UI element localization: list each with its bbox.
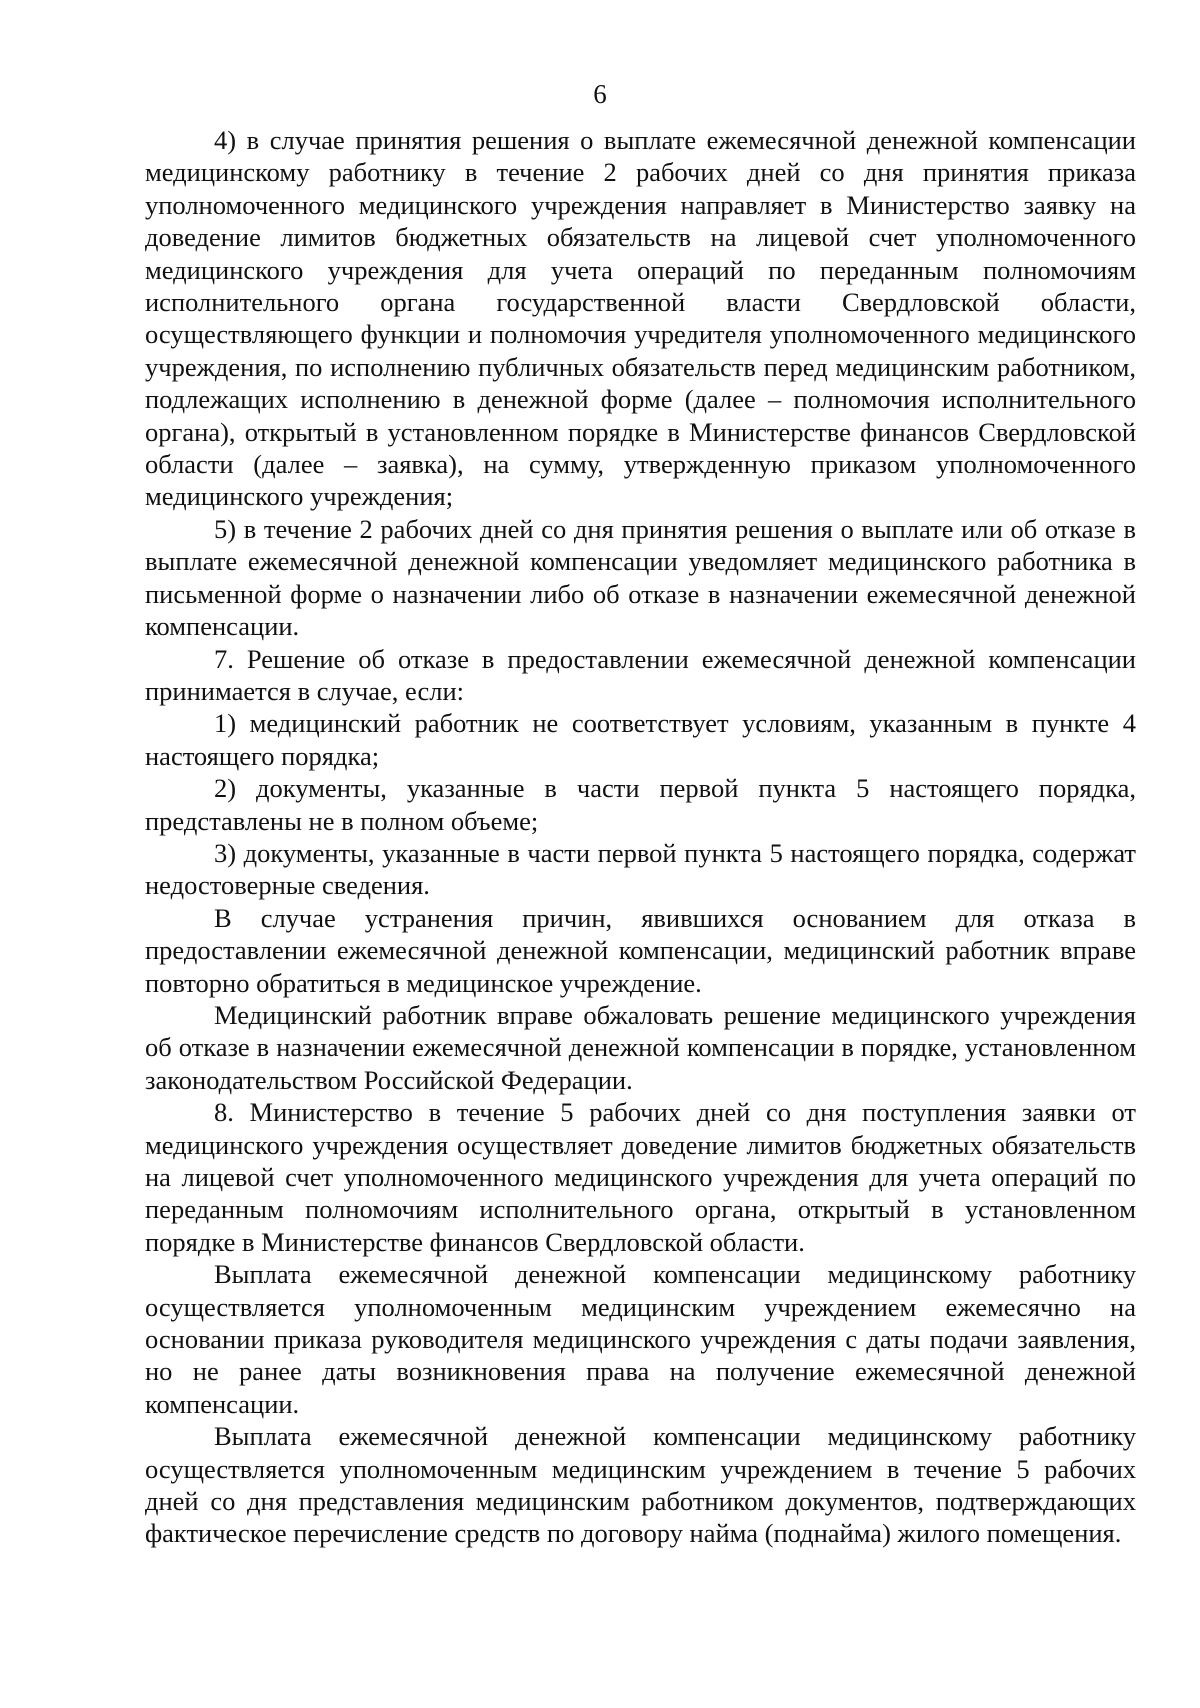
paragraph-reapply: В случае устранения причин, явившихся основанием для отказа в предоставлении ежемесячной денежной компенсации, медицинский работник вправе повторно обратиться в медицинское учреждение.	[145, 902, 1136, 998]
document-body	[145, 124, 1136, 1550]
paragraph-section-7: 7. Решение об отказе в предоставлении ежемесячной денежной компенсации принимается в случае, если:	[145, 643, 1136, 706]
paragraph-payment-monthly: Выплата ежемесячной денежной компенсации медицинскому работнику осуществляется уполномоченным медицинским учреждением ежемесячно на основании приказа руководителя медицинского учреждения с даты подачи заявления, но не ранее даты возникновения права на получение ежемесячной денежной компенсации.	[145, 1259, 1136, 1419]
paragraph-item-5: 5) в течение 2 рабочих дней со дня принятия решения о выплате или об отказе в выплате ежемесячной денежной компенсации уведомляет медицинского работника в письменной форме о назначении либо об отказе в назначении ежемесячной денежной компенсации.	[145, 513, 1136, 642]
paragraph-item-7-3: 3) документы, указанные в части первой пункта 5 настоящего порядка, содержат недостоверные сведения.	[145, 837, 1136, 901]
paragraph-item-7-2: 2) документы, указанные в части первой пункта 5 настоящего порядка, представлены не в полном объеме;	[145, 773, 1136, 836]
paragraph-appeal: Медицинский работник вправе обжаловать решение медицинского учреждения об отказе в назначении ежемесячной денежной компенсации в порядке, установленном законодательством Российской Федерации.	[145, 999, 1136, 1095]
paragraph-payment-5-days: Выплата ежемесячной денежной компенсации медицинскому работнику осуществляется уполномоченным медицинским учреждением в течение 5 рабочих дней со дня представления медицинским работником документов, подтверждающих фактическое перечисление средств по договору найма (поднайма) жилого помещения.	[145, 1421, 1136, 1549]
paragraph-item-4: 4) в случае принятия решения о выплате ежемесячной денежной компенсации медицинскому работнику в течение 2 рабочих дней со дня принятия приказа уполномоченного медицинского учреждения направляет в Министерство заявку на доведение лимитов бюджетных обязательств на лицевой счет уполномоченного медицинского учреждения для учета операций по переданным полномочиям исполнительного органа государственной власти Свердловской области, осуществляющего функции и полномочия учредителя уполномоченного медицинского учреждения, по исполнению публичных обязательств перед медицинским работником, подлежащих исполнению в денежной форме (далее – полномочия исполнительного органа), открытый в установленном порядке в Министерстве финансов Свердловской области (далее – заявка), на сумму, утвержденную приказом уполномоченного медицинского учреждения;	[145, 125, 1136, 512]
paragraph-item-7-1: 1) медицинский работник не соответствует условиям, указанным в пункте 4 настоящего порядка;	[145, 708, 1136, 771]
page-number: 6	[593, 79, 607, 109]
paragraph-section-8: 8. Министерство в течение 5 рабочих дней со дня поступления заявки от медицинского учреждения осуществляет доведение лимитов бюджетных обязательств на лицевой счет уполномоченного медицинского учреждения для учета операций по переданным полномочиям исполнительного органа, открытый в установленном порядке в Министерстве финансов Свердловской области.	[145, 1097, 1136, 1257]
